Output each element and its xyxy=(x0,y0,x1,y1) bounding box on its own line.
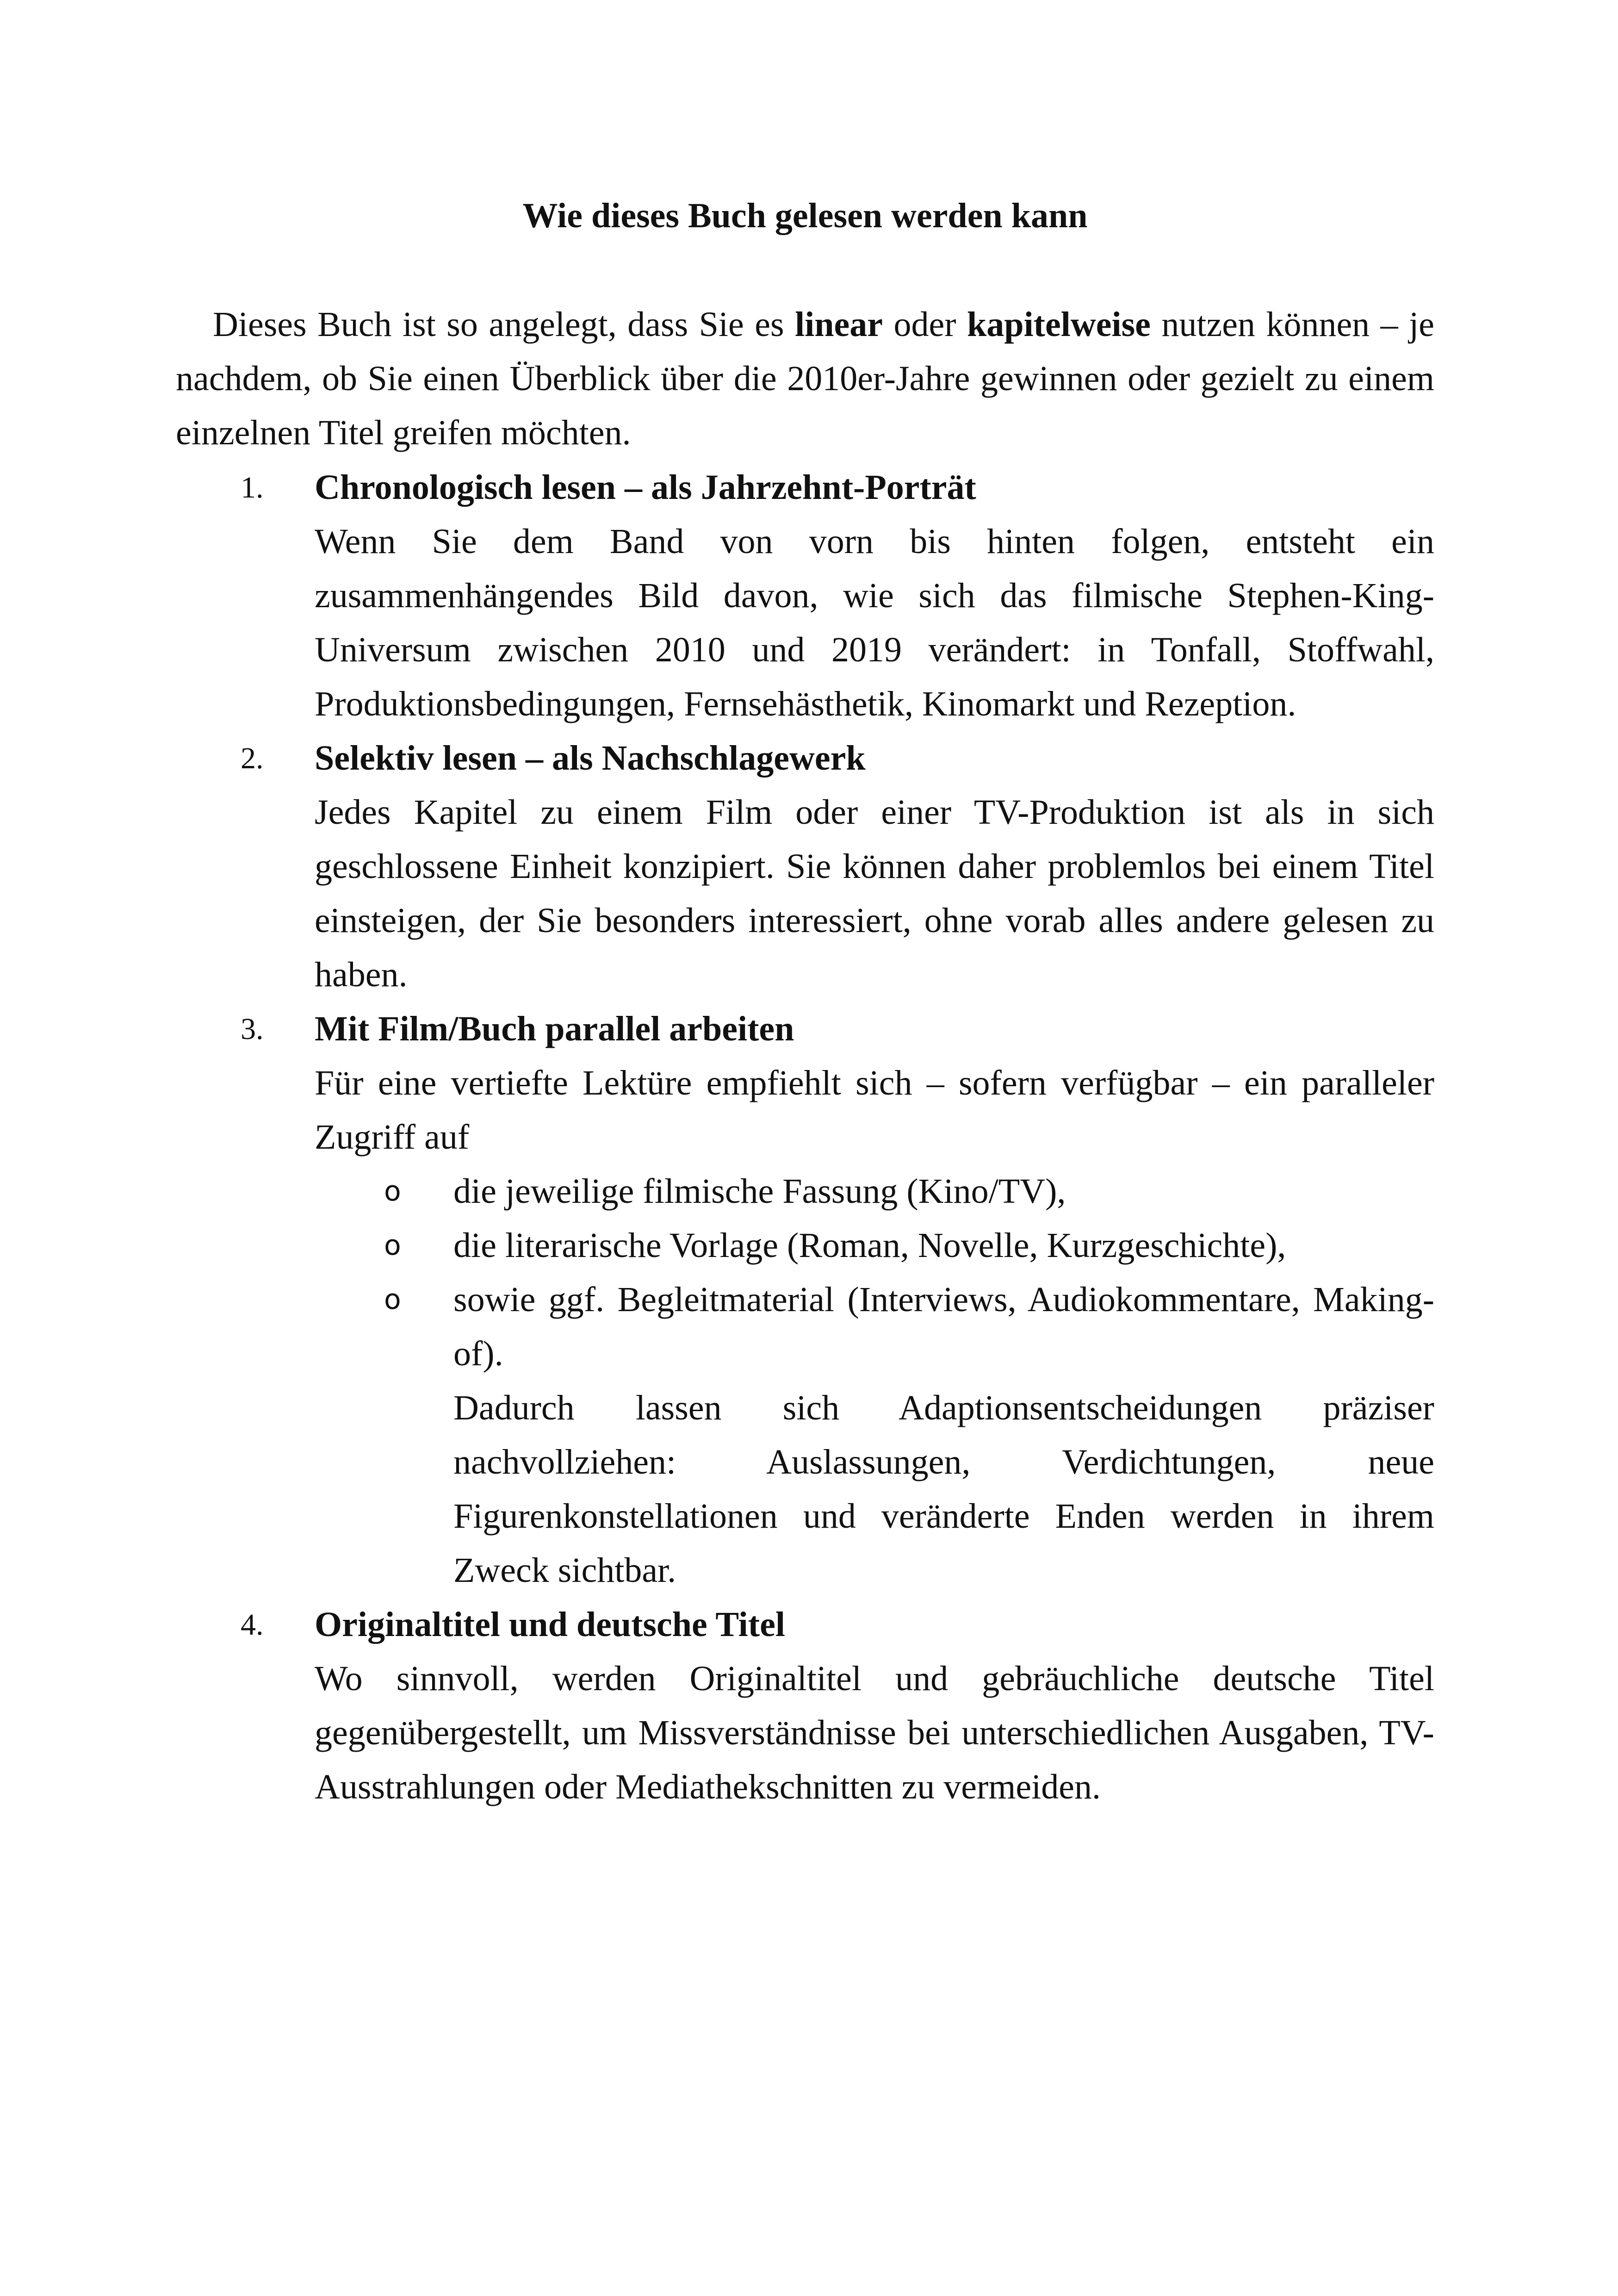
sub-item-text: die jeweilige filmische Fassung (Kino/TV), xyxy=(453,1172,1066,1211)
sub-list-item xyxy=(315,1164,1434,1219)
item-body: Jedes Kapitel zu einem Film oder einer TV-Produktion ist als in sich geschlossene Einheit konzipiert. Sie können daher problemlos bei einem Titel einsteigen, der Sie besonders interessiert, ohne vorab alles andere gelesen zu haben. xyxy=(315,793,1434,994)
sub-list-item xyxy=(315,1219,1434,1273)
intro-paragraph xyxy=(176,298,1434,460)
list-item-2 xyxy=(176,731,1434,1002)
item-heading: Chronologisch lesen – als Jahrzehnt-Porträt xyxy=(315,468,976,507)
item-body: Wo sinnvoll, werden Originaltitel und gebräuchliche deutsche Titel gegenübergestellt, um Missverständnisse bei unterschiedlichen Ausgaben, TV-Ausstrahlungen oder Mediathekschnitten zu vermeiden. xyxy=(315,1659,1434,1806)
item-body: Für eine vertiefte Lektüre empfiehlt sich – sofern verfügbar – ein paralleler Zugriff auf xyxy=(315,1064,1434,1157)
page-title: Wie dieses Buch gelesen werden kann xyxy=(522,196,1088,235)
list-item-3 xyxy=(176,1002,1434,1598)
item-body: Wenn Sie dem Band von vorn bis hinten folgen, entsteht ein zusammenhängendes Bild davon, wie sich das filmische Stephen-King-Universum zwischen 2010 und 2019 verändert: in Tonfall, Stoffwahl, Produktionsbedingungen, Fernsehästhetik, Kinomarkt und Rezeption. xyxy=(315,522,1434,723)
bullet-circle-icon: o xyxy=(384,1175,401,1207)
list-item-1 xyxy=(176,460,1434,731)
intro-bold-kapitelweise: kapitelweise xyxy=(967,305,1151,344)
reading-modes-list xyxy=(176,460,1434,1814)
item-number: 1. xyxy=(241,471,264,504)
sub-list-note: Dadurch lassen sich Adaptionsentscheidungen präziser nachvollziehen: Auslassungen, Verdichtungen, neue Figurenkonstellationen und veränderte Enden werden in ihrem Zweck sichtbar. xyxy=(453,1388,1434,1590)
item-heading: Originaltitel und deutsche Titel xyxy=(315,1605,785,1644)
sub-item-text: sowie ggf. Begleitmaterial (Interviews, Audiokommentare, Making-of). xyxy=(453,1280,1434,1373)
item-number: 3. xyxy=(241,1012,264,1046)
intro-text-3: nutzen können – je nachdem, ob Sie einen Überblick über die 2010er-Jahre gewinnen oder gezielt zu einem einzelnen Titel greifen möchten. xyxy=(176,305,1434,452)
bullet-circle-icon: o xyxy=(384,1229,401,1262)
intro-text-1: Dieses Buch ist so angelegt, dass Sie es xyxy=(213,305,795,344)
bullet-circle-icon: o xyxy=(384,1283,401,1316)
item-heading: Selektiv lesen – als Nachschlagewerk xyxy=(315,739,866,778)
item-heading: Mit Film/Buch parallel arbeiten xyxy=(315,1009,794,1048)
item-number: 2. xyxy=(241,741,264,775)
intro-text-2: oder xyxy=(883,305,967,344)
sub-list xyxy=(315,1164,1434,1381)
sub-list-item xyxy=(315,1273,1434,1381)
intro-bold-linear: linear xyxy=(795,305,883,344)
list-item-4 xyxy=(176,1598,1434,1814)
sub-item-text: die literarische Vorlage (Roman, Novelle, Kurzgeschichte), xyxy=(453,1226,1286,1265)
item-number: 4. xyxy=(241,1608,264,1642)
